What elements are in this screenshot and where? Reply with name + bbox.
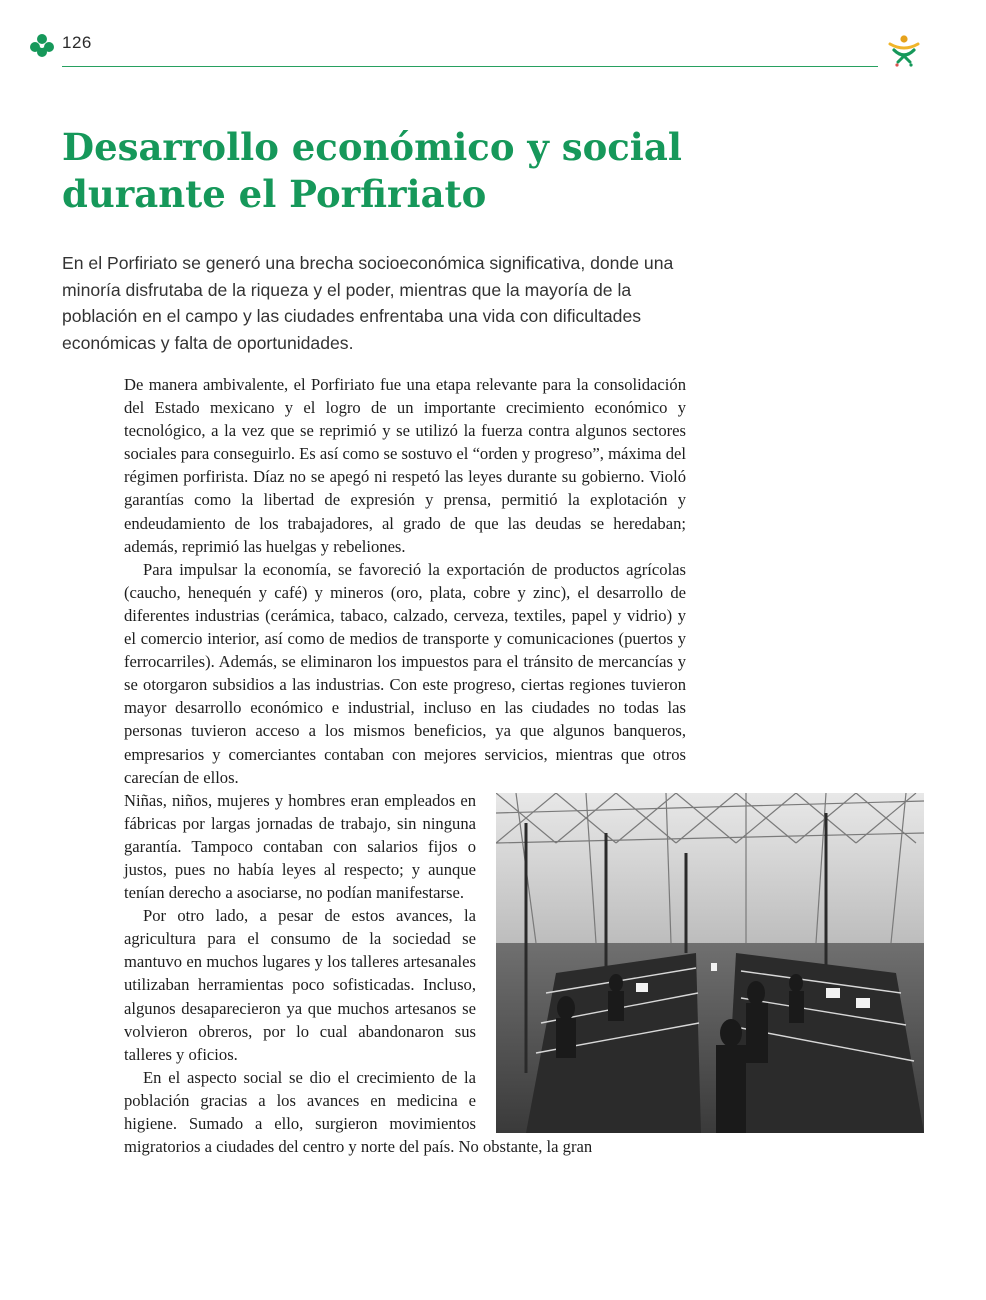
- body-paragraph: Para impulsar la economía, se favoreció la exportación de productos agrícolas (caucho, henequén y café) y mineros (oro, plata, cobre y zinc), el desarrollo de diferentes industrias (cerámica, tabaco, calzado, cerveza, textiles, papel y vidrio) y el comercio interior, así como de medios de transporte y comunicaciones (puertos y ferrocarriles). Además, se eliminaron los impuestos para el tránsito de mercancías y se otorgaron subsidios a las industrias. Con este progreso, ciertas regiones tuvieron mayor desarrollo económico e industrial, incluso en las ciudades no todas las personas tuvieron acceso a los mismos beneficios, ya que algunos banqueros, empresarios y comerciantes contaban con mejores servicios, mientras que otros carecían de ellos.: [124, 559, 686, 787]
- intro-paragraph: En el Porfiriato se generó una brecha socioeconómica significativa, donde una minoría disfrutaba de la riqueza y el poder, mientras que la mayoría de la población en el campo y las ciudades enfrentaba una vida con dificultades económicas y falta de oportunidades.: [62, 253, 674, 353]
- green-clover-logo-icon: [28, 33, 56, 59]
- body-paragraph: Niñas, niños, mujeres y hombres eran empleados en fábricas por largas jornadas de trabajo, sin ninguna garantía. Tampoco contaban con salarios fijos o justos, pues no había leyes al respecto; y aunque tenían derecho a asociarse, no podían manifestarse.: [124, 790, 476, 903]
- body-paragraph: En el aspecto social se dio el crecimiento de la población gracias a los avances en medicina e higiene. Sumado a ello, surgieron movimientos migratorios a ciudades del centro y norte del país. No obstante, la gran: [124, 1067, 593, 1157]
- page-number: 126: [62, 33, 92, 52]
- body-paragraph: De manera ambivalente, el Porfiriato fue una etapa relevante para la consolidación del Estado mexicano y el logro de un importante crecimiento económico y tecnológico, a la vez que se reprimió y se utilizó la fuerza contra algunos sectores sociales para conseguirlo. Es así como se sostuvo el “orden y progreso”, máxima del régimen porfirista. Díaz no se apegó ni respetó las leyes durante su gobierno. Violó garantías como la libertad de expresión y prensa, permitió la explotación y endeudamiento de los trabajadores, al grado de que las deudas se heredaban; además, reprimió las huelgas y rebeliones.: [124, 375, 686, 556]
- header-divider: [62, 66, 878, 67]
- title-line-1: Desarrollo económico y social: [62, 125, 682, 169]
- body-paragraph: Por otro lado, a pesar de estos avances, la agricultura para el consumo de la sociedad se mantuvo en muchos lugares y los talleres artesanales utilizaban herramientas poco sofisticadas. Incluso, algunos desaparecieron ya que muchos artesanos se volvieron obreros, por lo cual abandonaron sus talleres y oficios.: [124, 906, 476, 1064]
- page-title: [62, 124, 702, 218]
- title-line-2: durante el Porfiriato: [62, 172, 487, 216]
- figure-emblem-icon: [884, 34, 924, 70]
- article-body: [124, 373, 686, 1158]
- textile-factory-photo: [496, 793, 924, 1133]
- page-header: [28, 30, 928, 72]
